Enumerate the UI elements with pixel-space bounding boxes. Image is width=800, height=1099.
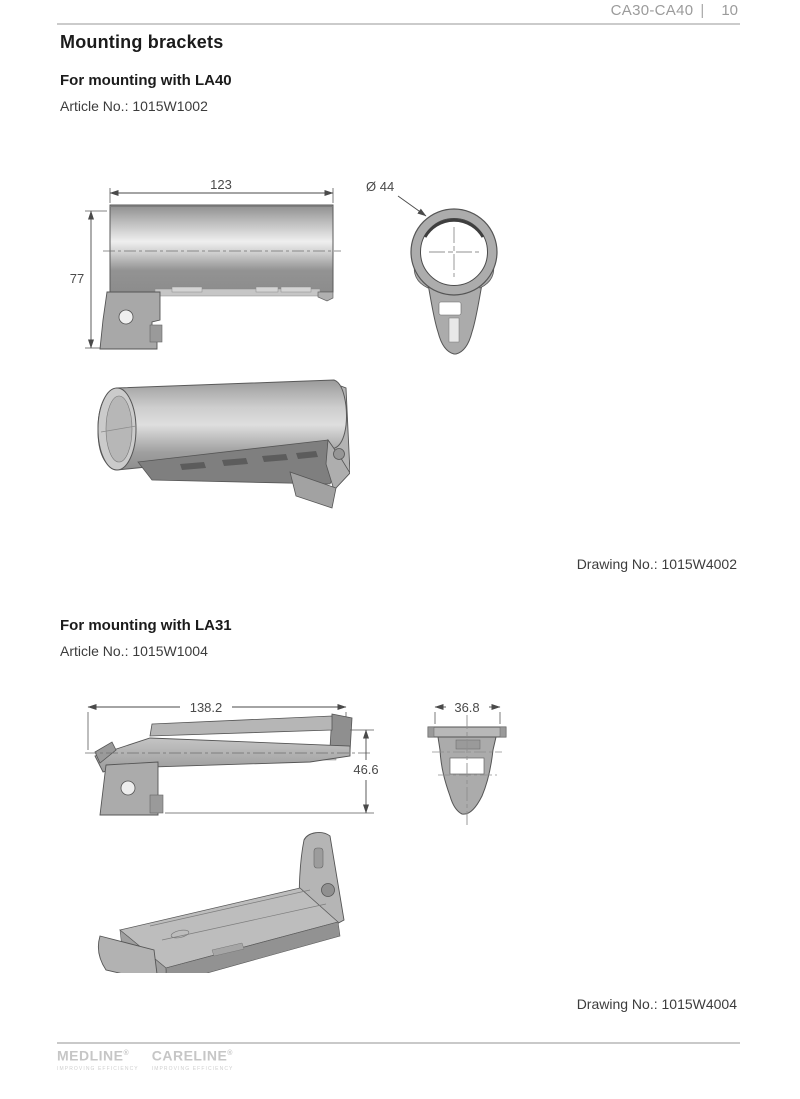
- la40-side-view: [100, 205, 341, 349]
- careline-tagline: IMPROVING EFFICIENCY: [151, 1065, 234, 1072]
- la31-render-hole: [322, 884, 335, 897]
- document-code: CA30-CA40: [610, 2, 694, 19]
- careline-logo: [152, 1047, 234, 1072]
- medline-tagline: IMPROVING EFFICIENCY: [57, 1065, 139, 1072]
- la40-foot-hole: [119, 310, 133, 324]
- la40-height-dimension: [70, 211, 107, 348]
- section2-drawing-no: Drawing No.: 1015W4004: [576, 996, 737, 1012]
- la40-technical-drawing: [60, 170, 520, 365]
- section1-heading: For mounting with LA40: [60, 72, 232, 89]
- la40-diameter-label: Ø 44: [366, 179, 395, 194]
- la40-length-dimension: [110, 177, 333, 203]
- la31-length-label: 138.2: [189, 700, 223, 715]
- header-divider: |: [700, 2, 705, 19]
- medline-logo-text: MEDLINE: [57, 1047, 124, 1064]
- section2-heading: For mounting with LA31: [60, 617, 232, 634]
- page-number: 10: [721, 2, 738, 19]
- la31-height-label: 46.6: [353, 762, 379, 777]
- la31-cross-section: [428, 715, 506, 828]
- page-title: Mounting brackets: [60, 32, 224, 52]
- la31-width-label: 36.8: [454, 700, 480, 715]
- careline-reg-mark: ®: [227, 1050, 233, 1057]
- la31-technical-drawing: [60, 690, 520, 840]
- la40-height-label: 77: [69, 271, 85, 286]
- la40-cross-section: [366, 179, 497, 354]
- section1-drawing-no: Drawing No.: 1015W4002: [576, 556, 737, 572]
- la31-width-dimension: [435, 700, 500, 724]
- la31-3d-render: [92, 828, 357, 973]
- la40-length-label: 123: [210, 177, 232, 192]
- footer-rule: [57, 1042, 740, 1044]
- la40-3d-render: [90, 368, 350, 518]
- section2-article-no: Article No.: 1015W1004: [60, 643, 208, 659]
- medline-logo: [57, 1047, 139, 1072]
- la40-render-hole: [334, 449, 345, 460]
- la31-foot-hole: [121, 781, 135, 795]
- header-rule: [57, 23, 740, 25]
- la31-side-view: [85, 714, 370, 815]
- section1-article-no: Article No.: 1015W1002: [60, 98, 208, 114]
- medline-reg-mark: ®: [123, 1050, 130, 1057]
- footer-logos: [57, 1047, 233, 1072]
- page-header: [611, 2, 738, 19]
- careline-logo-text: CARELINE: [151, 1047, 228, 1064]
